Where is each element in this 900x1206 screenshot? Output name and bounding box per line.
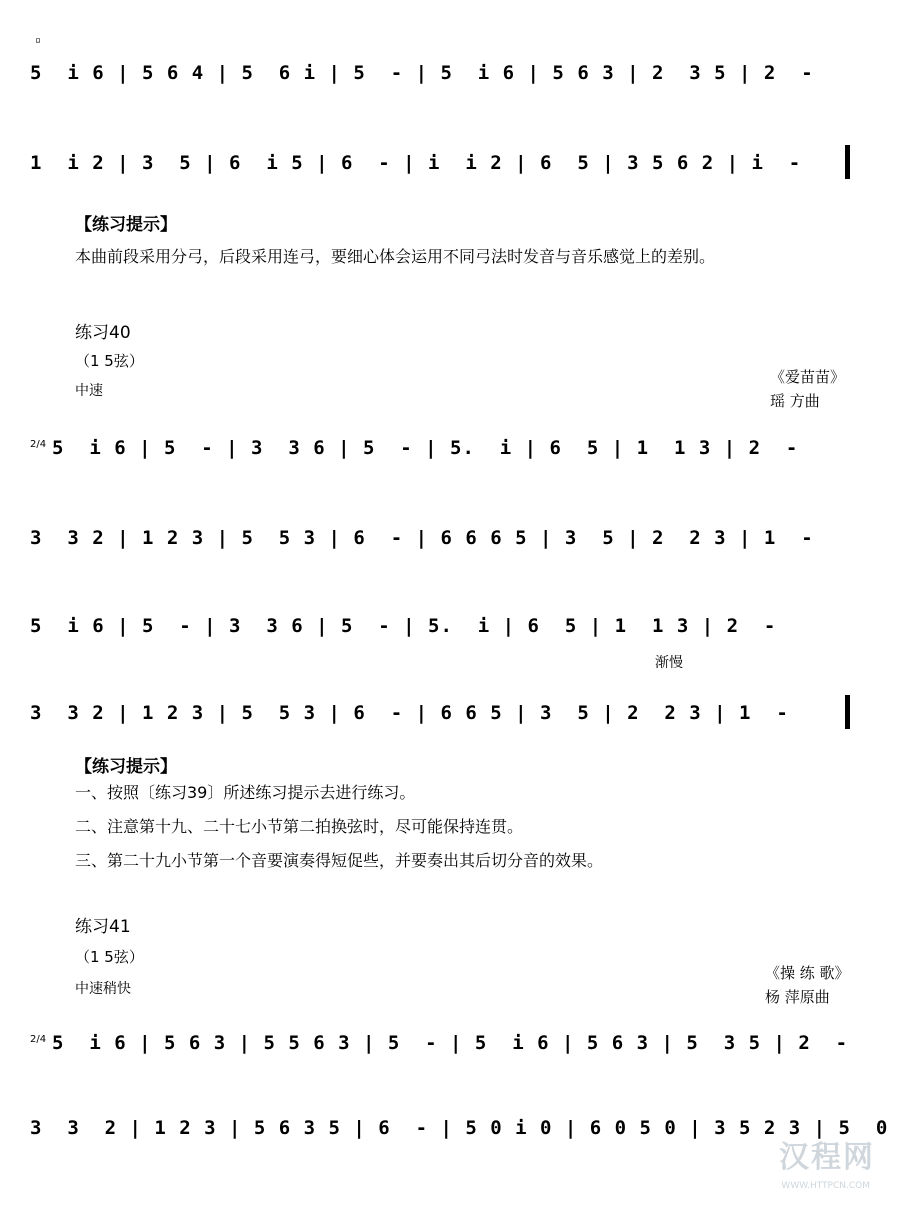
notation-line: 5 i 6 | 5 - | 3 3 6 | 5 - | 5. i | 6 5 | 1 1 3 | 2 - bbox=[30, 615, 777, 637]
watermark-logo: 汉程网 bbox=[779, 1140, 875, 1175]
score-row-5 bbox=[30, 593, 870, 643]
score-row-8 bbox=[30, 1095, 889, 1145]
song-title: 《爱苗苗》 bbox=[770, 368, 846, 386]
notation-line: 1 i 2 | 3 5 | 6 i 5 | 6 - | i i 2 | 6 5 | 3 5 6 2 | i - bbox=[30, 152, 802, 174]
notation-line: 3 3 2 | 1 2 3 | 5 5 3 | 6 - | 6 6 5 | 3 5 | 2 2 3 | 1 - bbox=[30, 702, 789, 724]
score-row-2 bbox=[30, 130, 870, 180]
notation-line: 5 i 6 | 5 6 3 | 5 5 6 3 | 5 - | 5 i 6 | 5 6 3 | 5 3 5 | 2 - bbox=[52, 1032, 849, 1054]
tempo-marking: 中速 bbox=[75, 383, 103, 399]
hint-line-1: 一、按照〔练习39〕所述练习提示去进行练习。 bbox=[75, 783, 416, 802]
exercise-title: 练习41 bbox=[75, 917, 131, 937]
notation-line: 5 i 6 | 5 6 4 | 5 6 i | 5 - | 5 i 6 | 5 6 3 | 2 3 5 | 2 - bbox=[30, 62, 814, 84]
composer: 杨 萍原曲 bbox=[765, 988, 830, 1006]
final-barline bbox=[845, 145, 850, 179]
final-barline bbox=[845, 695, 850, 729]
score-row-6 bbox=[30, 680, 870, 730]
notation-line: 5 i 6 | 5 - | 3 3 6 | 5 - | 5. i | 6 5 | 1 1 3 | 2 - bbox=[52, 437, 799, 459]
notation-line: 3 3 2 | 1 2 3 | 5 6 3 5 | 6 - | 5 0 i 0 | 6 0 5 0 | 3 5 2 3 | 5 0 bbox=[30, 1117, 889, 1139]
hint-text: 本曲前段采用分弓，后段采用连弓，要细心体会运用不同弓法时发音与音乐感觉上的差别。 bbox=[75, 247, 716, 266]
tempo-marking: 中速稍快 bbox=[75, 981, 131, 997]
hint-line-3: 三、第二十九小节第一个音要演奏得短促些，并要奏出其后切分音的效果。 bbox=[75, 851, 604, 870]
ritardando-marking: 渐慢 bbox=[655, 655, 683, 671]
watermark-url: WWW.HTTPCN.COM bbox=[781, 1181, 870, 1191]
hint-line-2: 二、注意第十九、二十七小节第二拍换弦时，尽可能保持连贯。 bbox=[75, 817, 524, 836]
hint-title: 【练习提示】 bbox=[75, 757, 177, 777]
score-row-3 bbox=[30, 415, 870, 465]
time-signature: 2/4 bbox=[30, 1034, 47, 1045]
composer: 瑶 方曲 bbox=[770, 392, 820, 410]
string-indication: （1 5弦） bbox=[75, 948, 144, 966]
hint-title: 【练习提示】 bbox=[75, 215, 177, 235]
song-title: 《操 练 歌》 bbox=[765, 964, 850, 982]
exercise-title: 练习40 bbox=[75, 323, 131, 343]
string-indication: （1 5弦） bbox=[75, 352, 144, 370]
time-signature: 2/4 bbox=[30, 439, 47, 450]
bowing-mark: ▫ bbox=[35, 35, 42, 46]
score-row-4 bbox=[30, 505, 870, 555]
notation-line: 3 3 2 | 1 2 3 | 5 5 3 | 6 - | 6 6 6 5 | 3 5 | 2 2 3 | 1 - bbox=[30, 527, 814, 549]
score-row-1 bbox=[30, 35, 870, 90]
score-row-7 bbox=[30, 1010, 870, 1060]
